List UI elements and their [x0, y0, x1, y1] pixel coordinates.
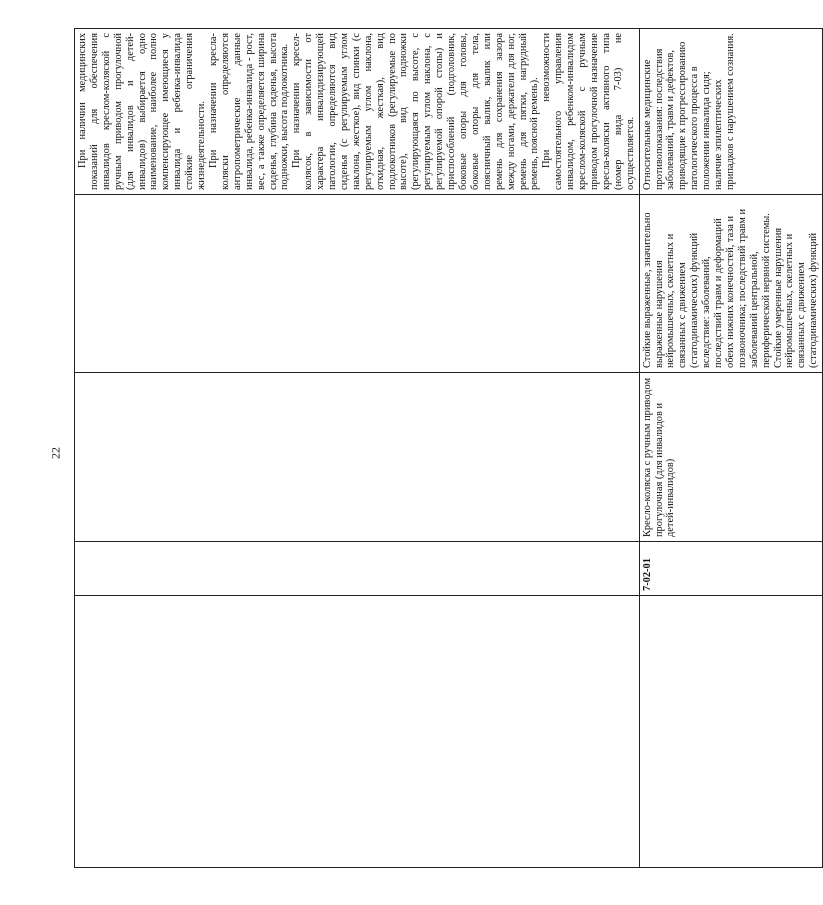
code-cell [639, 542, 823, 596]
paragraph: При назначении кресел-колясок, в зависимости от характера инвалидизирующей патологии, определяются вид сиденья (с регулируемым углом наклона, жесткое), вид спинки (с регулируемым углом наклона, откидная, жесткая), вид подлокотников (регулируемые по высоте), вид подножки (регулирующаяся по высоте, с регулируемым углом наклона, с регулируемой опорой стопы) и приспособлений (подголовник, боковые опоры для головы, боковые опоры для тела, поясничный валик, валик или ремень для сохранения зазора между ногами, держатели для ног, ремень для пятки, нагрудный ремень, поясной ремень). [291, 33, 541, 190]
contraindications-cell [639, 29, 823, 195]
paragraph: При невозможности самостоятельного управления инвалидом, ребенком-инвалидом креслом-коляской с ручным приводом прогулочной назначение кресла-коляски активного типа (номер вида 7-03) не осуществляется. [541, 33, 636, 190]
empty-cell [639, 596, 823, 868]
indications-text: Стойкие выраженные, значительно выраженные нарушения нейромышечных, скелетных и связанных с движением (статодинамических) функций вследствие: заболеваний, последствий травм и деформаций обеих нижних конечностей, таза и позвоночника; последствий травм и заболеваний центральной, периферической нервной системы. Стойкие умеренные нарушения нейромышечных, скелетных и связанных с движением (статодинамических) функций [641, 209, 820, 368]
description-cell [75, 29, 640, 195]
rotated-table-sheet [74, 28, 820, 868]
empty-cell [75, 373, 640, 542]
name-cell [639, 373, 823, 542]
item-code: 7-02-01 [641, 558, 653, 591]
table-row-item [639, 29, 823, 868]
document-table [74, 28, 823, 868]
empty-cell [75, 542, 640, 596]
item-name: Кресло-коляска с ручным приводом прогулочная (для инвалидов и детей-инвалидов) [641, 377, 677, 537]
contraindications-text: Относительные медицинские противопоказания: последствия заболеваний, травм и дефектов, приводящие к прогрессированию патологического процесса в положении инвалида сидя; наличие эпилептических припадков с нарушением сознания. [641, 33, 736, 190]
empty-cell [75, 596, 640, 868]
page-number: 22 [48, 447, 63, 459]
empty-cell [75, 195, 640, 373]
paragraph: При наличии медицинских показаний для обеспечения инвалидов креслом-коляской с ручным приводом прогулочной (для инвалидов и детей-инвалидов) выбирается одно наименование, наиболее полно компенсирующее имеющиеся у инвалида и ребенка-инвалида стойкие ограничения жизнедеятельности. [77, 33, 208, 190]
table-row-top [75, 29, 640, 868]
paragraph: При назначении кресла-коляски определяются антропометрические данные инвалида, ребенка-инвалида - рост, вес, а также определяется ширина сиденья, глубина сиденья, высота подножки, высота подлокотника. [207, 33, 291, 190]
indications-cell [639, 195, 823, 373]
